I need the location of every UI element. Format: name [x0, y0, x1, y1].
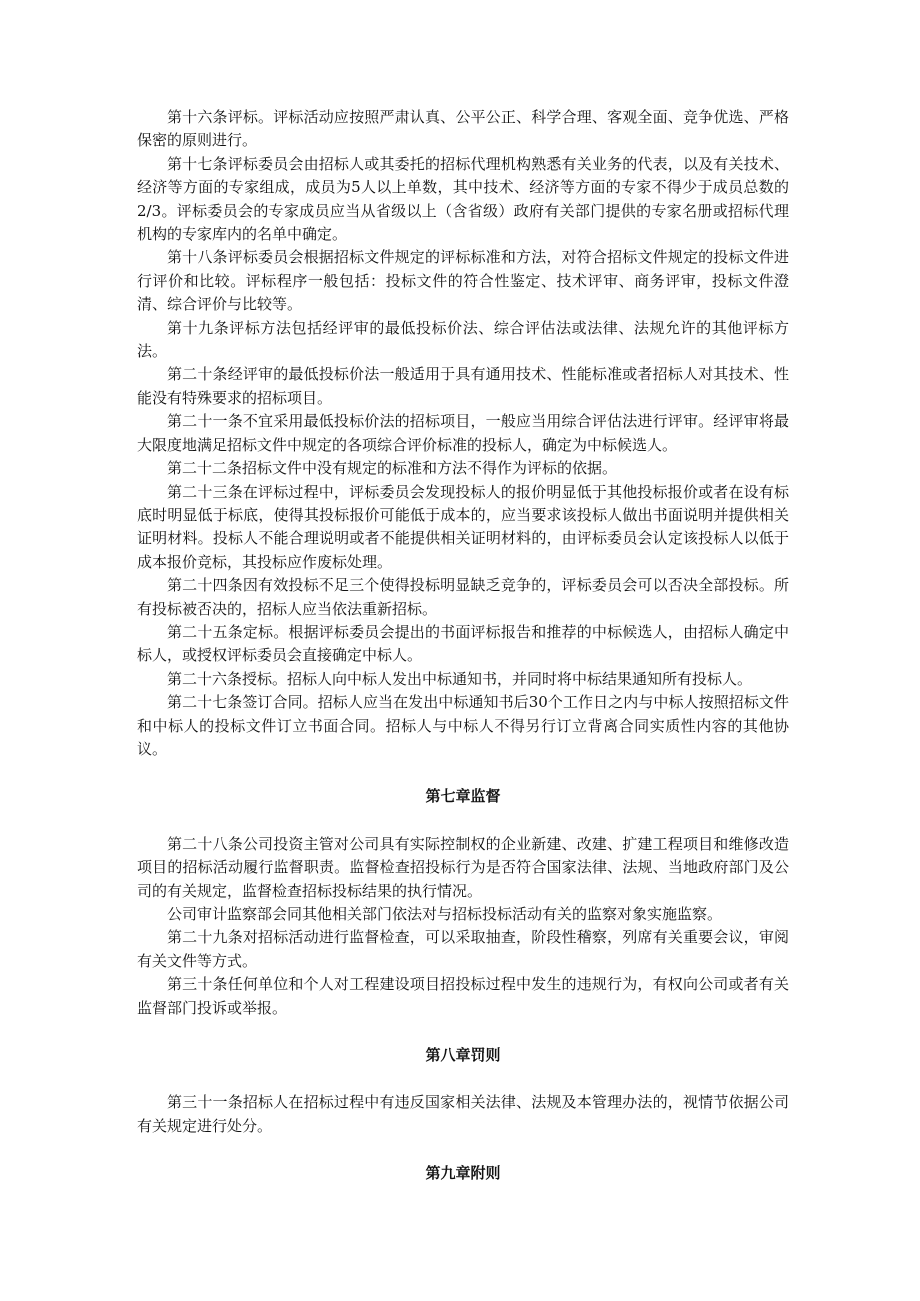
- article-23: 第二十三条在评标过程中，评标委员会发现投标人的报价明显低于其他投标报价或者在设有标底时明显低于标底，使得其投标报价可能低于成本的，应当要求该投标人做出书面说明并提供相关证明材料。投标人不能合理说明或者不能提供相关证明材料的，由评标委员会认定该投标人以低于成本报价竞标，其投标应作废标处理。: [137, 482, 789, 571]
- chapter-9-heading: 第九章附则: [425, 1164, 501, 1183]
- section-supervision: [137, 833, 789, 1020]
- chapter-7-heading: 第七章监督: [425, 787, 501, 806]
- article-20: 第二十条经评审的最低投标价法一般适用于具有通用技术、性能标准或者招标人对其技术、性能没有特殊要求的招标项目。: [137, 365, 789, 407]
- article-17: 第十七条评标委员会由招标人或其委托的招标代理机构熟悉有关业务的代表，以及有关技术、经济等方面的专家组成，成员为5人以上单数，其中技术、经济等方面的专家不得少于成员总数的2/3。评标委员会的专家成员应当从省级以上（含省级）政府有关部门提供的专家名册或招标代理机构的专家库内的名单中确定。: [137, 154, 789, 244]
- article-25: 第二十五条定标。根据评标委员会提出的书面评标报告和推荐的中标候选人，由招标人确定中标人，或授权评标委员会直接确定中标人。: [137, 622, 789, 665]
- chapter-8-heading: 第八章罚则: [425, 1046, 501, 1065]
- section-evaluation: [137, 106, 789, 761]
- article-21: 第二十一条不宜采用最低投标价法的招标项目，一般应当用综合评估法进行评审。经评审将最大限度地满足招标文件中规定的各项综合评价标准的投标人，确定为中标候选人。: [137, 412, 789, 454]
- article-31: 第三十一条招标人在招标过程中有违反国家相关法律、法规及本管理办法的，视情节依据公司有关规定进行处分。: [137, 1093, 789, 1135]
- audit-paragraph: 公司审计监察部会同其他相关部门依法对与招标投标活动有关的监察对象实施监察。: [167, 905, 723, 923]
- section-penalties: [137, 1091, 789, 1138]
- article-27: 第二十七条签订合同。招标人应当在发出中标通知书后30个工作日之内与中标人按照招标文件和中标人的投标文件订立书面合同。招标人与中标人不得另行订立背离合同实质性内容的其他协议。: [137, 693, 789, 758]
- article-22: 第二十二条招标文件中没有规定的标准和方法不得作为评标的依据。: [167, 459, 618, 478]
- document-page: [137, 106, 789, 1186]
- article-24: 第二十四条因有效投标不足三个使得投标明显缺乏竞争的，评标委员会可以否决全部投标。所有投标被否决的，招标人应当依法重新招标。: [137, 576, 789, 618]
- article-18: 第十八条评标委员会根据招标文件规定的评标标准和方法，对符合招标文件规定的投标文件进行评价和比较。评标程序一般包括：投标文件的符合性鉴定、技术评审、商务评审，投标文件澄清、综合评价与比较等。: [137, 248, 789, 314]
- article-28: 第二十八条公司投资主管对公司具有实际控制权的企业新建、改建、扩建工程项目和维修改造项目的招标活动履行监督职责。监督检查招投标行为是否符合国家法律、法规、当地政府部门及公司的有关规定，监督检查招标投标结果的执行情况。: [137, 834, 789, 900]
- article-30: 第三十条任何单位和个人对工程建设项目招投标过程中发生的违规行为，有权向公司或者有关监督部门投诉或举报。: [137, 975, 789, 1017]
- article-16: 第十六条评标。评标活动应按照严肃认真、公平公正、科学合理、客观全面、竞争优选、严格保密的原则进行。: [137, 108, 789, 150]
- article-19: 第十九条评标方法包括经评审的最低投标价法、综合评估法或法律、法规允许的其他评标方法。: [137, 318, 789, 361]
- article-29: 第二十九条对招标活动进行监督检查，可以采取抽查，阶段性稽察，列席有关重要会议，审阅有关文件等方式。: [137, 928, 789, 970]
- article-26: 第二十六条授标。招标人向中标人发出中标通知书，并同时将中标结果通知所有投标人。: [167, 669, 753, 688]
